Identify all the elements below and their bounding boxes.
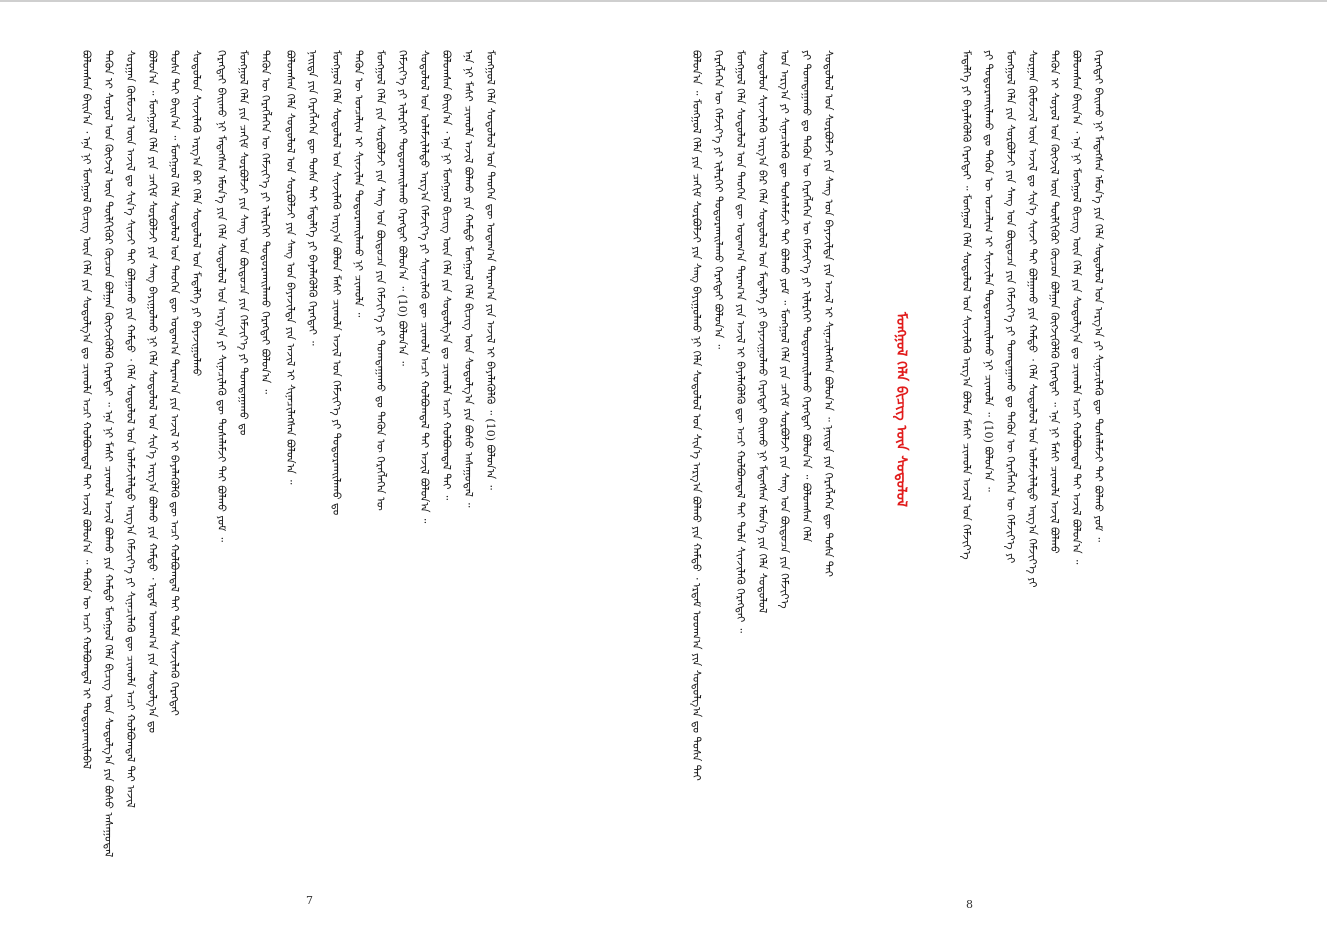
text-column: ᠡᠨᠡ ᠨᠢ ᠮᠠᠰᠢ ᠴᠢᠬᠤᠯᠠ ᠠᠵᠢᠯ ᠪᠣᠯᠬᠤ ᠶᠢᠨ ᠬᠠᠮᠲᠤ ᠮᠣᠩᠭᠣᠯ ᠬᠡᠯᠡ ᠪᠢᠴᠢᠭ ᠦᠨ ᠰᠤᠳᠤᠯᠭ᠎ᠠ ᠶᠢᠨ ᠪᠤᠰᠤ ᠠᠰᠠᠭᠤᠳᠠᠯ ᠃	[462, 50, 475, 508]
text-column: ᠲᠤᠰᠠ ᠲᠠᠢ ᠪᠠᠢᠨ᠎ᠠ ᠃ ᠮᠣᠩᠭᠣᠯ ᠬᠡᠯᠡ ᠰᠤᠳᠤᠯᠤᠯ ᠤᠨ ᠲᠡᠦᠬᠡᠨ ᠳᠦ ᠤᠳᠠᠭ᠎ᠠ ᠳᠠᠷᠠᠭ᠎ᠠ ᠶᠢᠨ ᠠᠵᠢᠯ ᠢ ᠪᠡᠶᠡᠯᠡᠭᠦᠯᠬᠦ ᠳᠦ ᠠᠴᠢ ᠬᠣᠯᠪᠣᠭᠳᠠᠯ ᠲᠠᠢ ᠲᠤᠯᠠ ᠰᠢᠨᠵᠢᠯᠡᠬᠦ ᠬᠡᠷᠡᠭᠲᠡᠢ	[168, 50, 181, 716]
text-column: ᠲᠡᠭᠦᠨ ᠢ ᠰᠣᠶᠣᠯ ᠤᠨ ᠬᠥᠭᠵᠢᠯ ᠦᠨ ᠲᠦᠯᠬᠢᠭᠦᠷ ᠬᠦᠴᠦᠨ ᠪᠣᠯᠭᠠᠨ ᠬᠥᠭᠵᠢᠭᠦᠯᠬᠦ ᠬᠡᠷᠡᠭᠲᠡᠢ ᠃ ᠡᠨᠡ ᠨᠢ ᠮᠠᠰᠢ ᠴᠢᠬᠤᠯᠠ ᠠᠵᠢᠯ ᠪᠣᠯᠬᠤ ᠶᠢᠨ ᠬᠠᠮᠲᠤ ᠮᠣᠩᠭᠣᠯ ᠬᠡᠯᠡ ᠪᠢᠴᠢᠭ ᠦᠨ ᠰᠤᠳᠤᠯᠭ᠎ᠠ ᠶᠢᠨ ᠪᠤᠰᠤ ᠠᠰᠠᠭᠤᠳᠠᠯ	[102, 50, 115, 858]
text-column: ᠲᠡᠭᠦᠨ ᠦ ᠣᠨᠴᠠᠯᠢᠭ ᠢ ᠰᠢᠨᠵᠢᠯᠡᠨ ᠲᠣᠳᠣᠷᠬᠠᠢᠯᠠᠬᠤ ᠨᠢ ᠴᠢᠬᠤᠯᠠ ᠃	[352, 50, 365, 318]
text-column: ᠮᠣᠩᠭᠣᠯ ᠬᠡᠯᠡ ᠰᠤᠳᠤᠯᠤᠯ ᠤᠨ ᠲᠡᠦᠬᠡᠨ ᠳᠦ ᠤᠳᠠᠭ᠎ᠠ ᠳᠠᠷᠠᠭ᠎ᠠ ᠶᠢᠨ ᠠᠵᠢᠯ ᠢ ᠪᠡᠶᠡᠯᠡᠭᠦᠯᠬᠦ ᠳᠦ ᠠᠴᠢ ᠬᠣᠯᠪᠣᠭᠳᠠᠯ ᠲᠠᠢ ᠲᠤᠯᠠ ᠰᠢᠨᠵᠢᠯᠡᠬᠦ ᠬᠡᠷᠡᠭᠲᠡᠢ ᠃	[734, 50, 747, 633]
text-column: ᠬᠡᠷᠡᠭᠯᠡᠭᠡᠨ ᠦ ᠬᠡᠮᠵᠢᠶ᠎ᠡ ᠶᠢ ᠢᠯᠡᠷᠬᠡᠢ ᠲᠣᠳᠣᠷᠬᠠᠢᠯᠠᠬᠤ ᠬᠡᠷᠡᠭᠲᠡᠢ ᠪᠣᠯᠤᠨ᠎ᠠ ᠃	[712, 50, 725, 350]
text-column: ᠪᠣᠯᠤᠨ᠎ᠠ ᠃ ᠮᠣᠩᠭᠣᠯ ᠬᠡᠯᠡ ᠶᠢᠨ ᠴᠠᠬᠢᠮ ᠰᠤᠷᠪᠤᠯᠵᠢ ᠶᠢᠨ ᠰᠠᠩ ᠪᠠᠶᠢᠭᠤᠯᠬᠤ ᠨᠢ ᠬᠡᠯᠡ ᠰᠤᠳᠤᠯᠤᠯ ᠤᠨ ᠰᠢᠨ᠎ᠡ ᠠᠷᠭ᠎ᠠ ᠪᠣᠯᠬᠤ ᠶᠢᠨ ᠬᠠᠮᠲᠤ ᠂ ᠡᠷᠳᠡᠮ ᠤᠳᠬ᠎ᠠ ᠶᠢᠨ ᠰᠤᠳᠤᠯᠭ᠎ᠠ ᠳᠤ ᠲᠤᠰᠠ ᠲᠠᠢ	[690, 50, 703, 781]
text-column: ᠲᠡᠭᠦᠨ ᠢ ᠰᠣᠶᠣᠯ ᠤᠨ ᠬᠥᠭᠵᠢᠯ ᠦᠨ ᠲᠦᠯᠬᠢᠭᠦᠷ ᠬᠦᠴᠦᠨ ᠪᠣᠯᠭᠠᠨ ᠬᠥᠭᠵᠢᠭᠦᠯᠬᠦ ᠬᠡᠷᠡᠭᠲᠡᠢ ᠃ ᠡᠨᠡ ᠨᠢ ᠮᠠᠰᠢ ᠴᠢᠬᠤᠯᠠ ᠠᠵᠢᠯ ᠪᠣᠯᠬᠤ	[1048, 50, 1061, 554]
text-column: ᠨᠡᠢᠲᠡ ᠶᠢᠨ ᠬᠡᠷᠡᠭᠯᠡᠭᠡᠨ ᠳᠦ ᠲᠤᠰᠠ ᠲᠠᠢ ᠮᠡᠳᠡᠯᠭᠡ ᠶᠢ ᠪᠡᠶᠡᠯᠡᠭᠦᠯᠬᠦ ᠬᠡᠷᠡᠭᠲᠡᠢ ᠃	[306, 50, 319, 346]
text-column: ᠮᠡᠳᠡᠯᠭᠡ ᠶᠢ ᠪᠡᠶᠡᠯᠡᠭᠦᠯᠬᠦ ᠬᠡᠷᠡᠭᠲᠡᠢ ᠃ ᠮᠣᠩᠭᠣᠯ ᠬᠡᠯᠡ ᠰᠤᠳᠤᠯᠤᠯ ᠤᠨ ᠰᠢᠨᠵᠢᠯᠡᠬᠦ ᠠᠷᠭ᠎ᠠ ᠪᠣᠯᠤᠨ ᠮᠠᠰᠢ ᠴᠢᠬᠤᠯᠠ ᠠᠵᠢᠯ ᠤᠨ ᠬᠡᠮᠵᠢᠶ᠎ᠡ	[960, 50, 973, 560]
text-column: ᠰᠤᠷᠭᠠᠨ ᠬᠦᠮᠦᠵᠢᠯ ᠦᠨ ᠠᠵᠢᠯ ᠳᠤ ᠰᠢᠨ᠎ᠡ ᠰᠢᠨᠵᠢ ᠲᠡᠢ ᠪᠣᠯᠭᠠᠬᠤ ᠶᠢᠨ ᠬᠠᠮᠲᠤ ᠂ ᠬᠡᠯᠡ ᠰᠤᠳᠤᠯᠤᠯ ᠤᠨ ᠤᠯᠠᠮᠵᠢᠯᠠᠯᠲᠤ ᠠᠷᠭ᠎ᠠ ᠬᠡᠮᠵᠢᠶ᠎ᠡ ᠶᠢ ᠰᠢᠨᠡᠴᠢᠯᠡᠬᠦ ᠳᠦ ᠴᠢᠬᠤᠯᠠ ᠠᠴᠢ ᠬᠣᠯᠪᠤᠭᠳᠠᠯ ᠲᠠᠢ ᠠᠵᠢᠯ	[124, 50, 137, 808]
text-column: ᠪᠣᠯᠤᠨ᠎ᠠ ᠃ ᠮᠣᠩᠭᠣᠯ ᠬᠡᠯᠡ ᠶᠢᠨ ᠴᠠᠬᠢᠮ ᠰᠤᠷᠪᠤᠯᠵᠢ ᠶᠢᠨ ᠰᠠᠩ ᠪᠠᠶᠢᠭᠤᠯᠬᠤ ᠨᠢ ᠬᠡᠯᠡ ᠰᠤᠳᠤᠯᠤᠯ ᠤᠨ ᠰᠢᠨ᠎ᠡ ᠠᠷᠭ᠎ᠠ ᠪᠣᠯᠬᠤ ᠶᠢᠨ ᠬᠠᠮᠲᠤ ᠂ ᠡᠷᠳᠡᠮ ᠤᠳᠬ᠎ᠠ ᠶᠢᠨ ᠰᠤᠳᠤᠯᠭ᠎ᠠ ᠳᠤ	[146, 50, 159, 734]
text-column: ᠰᠤᠳᠤᠯᠤᠨ ᠰᠢᠨᠵᠢᠯᠡᠬᠦ ᠠᠷᠭ᠎ᠠ ᠪᠠᠷ ᠬᠡᠯᠡ ᠰᠤᠳᠤᠯᠤᠯ ᠤᠨ ᠮᠡᠳᠡᠯᠭᠡ ᠶᠢ ᠪᠠᠶᠠᠵᠢᠭᠤᠯᠬᠤ	[190, 50, 203, 377]
book-spread	[0, 2, 1327, 936]
text-column: ᠪᠣᠯᠤᠭᠰᠠᠨ ᠪᠠᠢᠨ᠎ᠠ ᠂ ᠡᠨᠡ ᠨᠢ ᠮᠣᠩᠭᠣᠯ ᠪᠢᠴᠢᠭ ᠦᠨ ᠬᠡᠯᠡ ᠶᠢᠨ ᠰᠤᠳᠤᠯᠭ᠎ᠠ ᠳᠤ ᠴᠢᠬᠤᠯᠠ ᠠᠴᠢ ᠬᠣᠯᠪᠤᠭᠳᠠᠯ ᠲᠠᠢ ᠠᠵᠢᠯ ᠪᠣᠯᠤᠨ᠎ᠠ ᠃ ᠲᠡᠭᠦᠨ ᠦ ᠠᠴᠢ ᠬᠣᠯᠪᠤᠭᠳᠠᠯ ᠢ ᠲᠣᠳᠣᠷᠬᠠᠢᠯᠠᠪᠠᠯ	[80, 50, 93, 770]
left-page	[80, 32, 665, 912]
text-column: ᠶᠢ ᠲᠣᠳᠣᠷᠬᠠᠢᠯᠠᠬᠤ ᠳᠤ ᠲᠡᠭᠦᠨ ᠦ ᠣᠨᠴᠠᠯᠢᠭ ᠢ ᠰᠢᠨᠵᠢᠯᠡᠨ ᠲᠣᠳᠣᠷᠬᠠᠢᠯᠠᠬᠤ ᠨᠢ ᠴᠢᠬᠤᠯᠠ ᠃ (10) ᠪᠣᠯᠤᠨ᠎ᠠ ᠃	[982, 50, 995, 492]
page-number: 8	[966, 898, 973, 911]
text-column: ᠮᠣᠩᠭᠣᠯ ᠬᠡᠯᠡ ᠰᠤᠳᠤᠯᠤᠯ ᠤᠨ ᠰᠢᠨᠵᠢᠯᠡᠬᠦ ᠠᠷᠭ᠎ᠠ ᠪᠣᠯᠤᠨ ᠮᠠᠰᠢ ᠴᠢᠬᠤᠯᠠ ᠠᠵᠢᠯ ᠤᠨ ᠬᠡᠮᠵᠢᠶ᠎ᠡ ᠶᠢ ᠲᠣᠳᠣᠷᠬᠠᠢᠯᠠᠬᠤ ᠳᠤ	[330, 50, 343, 516]
text-column: ᠪᠣᠯᠤᠭᠰᠠᠨ ᠪᠠᠢᠨ᠎ᠠ ᠂ ᠡᠨᠡ ᠨᠢ ᠮᠣᠩᠭᠣᠯ ᠪᠢᠴᠢᠭ ᠦᠨ ᠬᠡᠯᠡ ᠶᠢᠨ ᠰᠤᠳᠤᠯᠭ᠎ᠠ ᠳᠤ ᠴᠢᠬᠤᠯᠠ ᠠᠴᠢ ᠬᠣᠯᠪᠤᠭᠳᠠᠯ ᠲᠠᠢ ᠃	[440, 50, 453, 501]
right-page	[690, 32, 1260, 912]
text-column: ᠬᠡᠷᠡᠭᠲᠡᠢ ᠪᠠᠢᠬᠤ ᠨᠢ ᠮᠡᠳᠡᠭᠰᠡᠨ ᠡᠮᠦᠨ᠎ᠡ ᠶᠢᠨ ᠬᠡᠯᠡ ᠰᠤᠳᠤᠯᠤᠯ ᠤᠨ ᠠᠷᠭ᠎ᠠ ᠶᠢ ᠰᠢᠨᠡᠴᠢᠯᠡᠬᠦ ᠳᠦ ᠲᠤᠰᠠᠯᠠᠮᠵᠢ ᠲᠠᠢ ᠪᠣᠯᠬᠤ ᠶᠤᠮ ᠃	[215, 50, 228, 543]
text-column: ᠰᠤᠷᠭᠠᠨ ᠬᠦᠮᠦᠵᠢᠯ ᠦᠨ ᠠᠵᠢᠯ ᠳᠤ ᠰᠢᠨ᠎ᠡ ᠰᠢᠨᠵᠢ ᠲᠡᠢ ᠪᠣᠯᠭᠠᠬᠤ ᠶᠢᠨ ᠬᠠᠮᠲᠤ ᠂ ᠬᠡᠯᠡ ᠰᠤᠳᠤᠯᠤᠯ ᠤᠨ ᠤᠯᠠᠮᠵᠢᠯᠠᠯᠲᠤ ᠠᠷᠭ᠎ᠠ ᠬᠡᠮᠵᠢᠶ᠎ᠡ ᠶᠢ	[1026, 50, 1039, 588]
page-number: 7	[306, 894, 313, 907]
text-column: ᠮᠣᠩᠭᠣᠯ ᠬᠡᠯᠡ ᠶᠢᠨ ᠰᠤᠷᠪᠤᠯᠵᠢ ᠶᠢᠨ ᠰᠠᠩ ᠤᠨ ᠪᠦᠲᠦᠴᠡ ᠶᠢᠨ ᠬᠡᠮᠵᠢᠶ᠎ᠡ ᠶᠢ ᠲᠣᠭᠲᠠᠭᠠᠬᠤ ᠳᠤ ᠲᠡᠭᠦᠨ ᠦ ᠬᠡᠷᠡᠭᠯᠡᠭᠡᠨ ᠦ ᠬᠡᠮᠵᠢᠶ᠎ᠡ ᠶᠢ	[1004, 50, 1017, 564]
text-column: ᠪᠣᠯᠤᠭᠰᠠᠨ ᠬᠡᠯᠡ ᠰᠤᠳᠤᠯᠤᠯ ᠤᠨ ᠰᠤᠷᠪᠤᠯᠵᠢ ᠶᠢᠨ ᠰᠠᠩ ᠤᠨ ᠪᠠᠶᠠᠵᠢᠯᠲᠠ ᠶᠢᠨ ᠠᠵᠢᠯ ᠢ ᠰᠢᠨᠡᠴᠢᠯᠡᠭᠰᠡᠨ ᠪᠣᠯᠤᠨ᠎ᠠ ᠃	[284, 50, 297, 485]
text-column: ᠤᠨ ᠠᠷᠭ᠎ᠠ ᠶᠢ ᠰᠢᠨᠡᠴᠢᠯᠡᠬᠦ ᠳᠦ ᠲᠤᠰᠠᠯᠠᠮᠵᠢ ᠲᠠᠢ ᠪᠣᠯᠬᠤ ᠶᠤᠮ ᠃ ᠮᠣᠩᠭᠣᠯ ᠬᠡᠯᠡ ᠶᠢᠨ ᠴᠠᠬᠢᠮ ᠰᠤᠷᠪᠤᠯᠵᠢ ᠶᠢᠨ ᠰᠠᠩ ᠤᠨ ᠪᠦᠲᠦᠴᠡ ᠶᠢᠨ ᠬᠡᠮᠵᠢᠶ᠎ᠡ	[778, 50, 791, 609]
chapter-title: ᠮᠣᠩᠭᠣᠯ ᠬᠡᠯᠡ ᠪᠢᠴᠢᠭ ᠦᠨ ᠰᠤᠳᠤᠯᠤᠯ	[893, 312, 909, 507]
text-column: ᠲᠡᠭᠦᠨ ᠦ ᠬᠡᠷᠡᠭᠯᠡᠭᠡᠨ ᠦ ᠬᠡᠮᠵᠢᠶ᠎ᠡ ᠶᠢ ᠢᠯᠡᠷᠬᠡᠢ ᠲᠣᠳᠣᠷᠬᠠᠢᠯᠠᠬᠤ ᠬᠡᠷᠡᠭᠲᠡᠢ ᠪᠣᠯᠤᠨ᠎ᠠ ᠃	[259, 50, 272, 394]
text-column: ᠬᠡᠷᠡᠭᠲᠡᠢ ᠪᠠᠢᠬᠤ ᠨᠢ ᠮᠡᠳᠡᠭᠰᠡᠨ ᠡᠮᠦᠨ᠎ᠡ ᠶᠢᠨ ᠬᠡᠯᠡ ᠰᠤᠳᠤᠯᠤᠯ ᠤᠨ ᠠᠷᠭ᠎ᠠ ᠶᠢ ᠰᠢᠨᠡᠴᠢᠯᠡᠬᠦ ᠳᠦ ᠲᠤᠰᠠᠯᠠᠮᠵᠢ ᠲᠠᠢ ᠪᠣᠯᠬᠤ ᠶᠤᠮ ᠃	[1092, 50, 1105, 543]
text-column: ᠮᠣᠩᠭᠣᠯ ᠬᠡᠯᠡ ᠰᠤᠳᠤᠯᠤᠯ ᠤᠨ ᠲᠡᠦᠬᠡᠨ ᠳᠦ ᠤᠳᠠᠭ᠎ᠠ ᠳᠠᠷᠠᠭ᠎ᠠ ᠶᠢᠨ ᠠᠵᠢᠯ ᠢ ᠪᠡᠶᠡᠯᠡᠭᠦᠯᠬᠦ ᠃ (10) ᠪᠣᠯᠤᠨ᠎ᠠ ᠃	[484, 50, 497, 490]
text-column: ᠰᠤᠳᠤᠯᠤᠯ ᠤᠨ ᠰᠤᠷᠪᠤᠯᠵᠢ ᠶᠢᠨ ᠰᠠᠩ ᠤᠨ ᠪᠠᠶᠠᠵᠢᠯᠲᠠ ᠶᠢᠨ ᠠᠵᠢᠯ ᠢ ᠰᠢᠨᠡᠴᠢᠯᠡᠭᠰᠡᠨ ᠪᠣᠯᠤᠨ᠎ᠠ ᠃ ᠨᠡᠢᠲᠡ ᠶᠢᠨ ᠬᠡᠷᠡᠭᠯᠡᠭᠡᠨ ᠳᠦ ᠲᠤᠰᠠ ᠲᠠᠢ	[822, 50, 835, 577]
text-column: ᠮᠣᠩᠭᠣᠯ ᠬᠡᠯᠡ ᠶᠢᠨ ᠰᠤᠷᠪᠤᠯᠵᠢ ᠶᠢᠨ ᠰᠠᠩ ᠤᠨ ᠪᠦᠲᠦᠴᠡ ᠶᠢᠨ ᠬᠡᠮᠵᠢᠶ᠎ᠡ ᠶᠢ ᠲᠣᠭᠲᠠᠭᠠᠬᠤ ᠳᠤ ᠲᠡᠭᠦᠨ ᠦ ᠬᠡᠷᠡᠭᠯᠡᠭᠡᠨ ᠦ	[374, 50, 387, 511]
text-column: ᠬᠡᠮᠵᠢᠶ᠎ᠡ ᠶᠢ ᠢᠯᠡᠷᠬᠡᠢ ᠲᠣᠳᠣᠷᠬᠠᠢᠯᠠᠬᠤ ᠬᠡᠷᠡᠭᠲᠡᠢ ᠪᠣᠯᠤᠨ᠎ᠠ ᠃ (10) ᠪᠣᠯᠤᠨ᠎ᠠ ᠃	[396, 50, 409, 366]
text-column: ᠶᠢ ᠲᠣᠭᠲᠠᠭᠠᠬᠤ ᠳᠤ ᠲᠡᠭᠦᠨ ᠦ ᠬᠡᠷᠡᠭᠯᠡᠭᠡᠨ ᠦ ᠬᠡᠮᠵᠢᠶ᠎ᠡ ᠶᠢ ᠢᠯᠡᠷᠬᠡᠢ ᠲᠣᠳᠣᠷᠬᠠᠢᠯᠠᠬᠤ ᠬᠡᠷᠡᠭᠲᠡᠢ ᠪᠣᠯᠤᠨ᠎ᠠ ᠃ ᠪᠣᠯᠤᠭᠰᠠᠨ ᠬᠡᠯᠡ	[800, 50, 813, 543]
text-column: ᠰᠤᠳᠤᠯᠤᠨ ᠰᠢᠨᠵᠢᠯᠡᠬᠦ ᠠᠷᠭ᠎ᠠ ᠪᠠᠷ ᠬᠡᠯᠡ ᠰᠤᠳᠤᠯᠤᠯ ᠤᠨ ᠮᠡᠳᠡᠯᠭᠡ ᠶᠢ ᠪᠠᠶᠠᠵᠢᠭᠤᠯᠬᠤ ᠬᠡᠷᠡᠭᠲᠡᠢ ᠪᠠᠢᠬᠤ ᠨᠢ ᠮᠡᠳᠡᠭᠰᠡᠨ ᠡᠮᠦᠨ᠎ᠡ ᠶᠢᠨ ᠬᠡᠯᠡ ᠰᠤᠳᠤᠯᠤᠯ	[756, 50, 769, 614]
text-column: ᠮᠣᠩᠭᠣᠯ ᠬᠡᠯᠡ ᠶᠢᠨ ᠴᠠᠬᠢᠮ ᠰᠤᠷᠪᠤᠯᠵᠢ ᠶᠢᠨ ᠰᠠᠩ ᠤᠨ ᠪᠦᠲᠦᠴᠡ ᠶᠢᠨ ᠬᠡᠮᠵᠢᠶ᠎ᠡ ᠶᠢ ᠲᠣᠭᠲᠠᠭᠠᠬᠤ ᠳᠤ	[237, 50, 250, 436]
text-column: ᠰᠤᠳᠤᠯᠤᠯ ᠤᠨ ᠤᠯᠠᠮᠵᠢᠯᠠᠯᠲᠤ ᠠᠷᠭ᠎ᠠ ᠬᠡᠮᠵᠢᠶ᠎ᠡ ᠶᠢ ᠰᠢᠨᠡᠴᠢᠯᠡᠬᠦ ᠳᠦ ᠴᠢᠬᠤᠯᠠ ᠠᠴᠢ ᠬᠣᠯᠪᠤᠭᠳᠠᠯ ᠲᠠᠢ ᠠᠵᠢᠯ ᠪᠣᠯᠤᠨ᠎ᠠ ᠃	[418, 50, 431, 524]
text-column: ᠪᠣᠯᠤᠭᠰᠠᠨ ᠪᠠᠢᠨ᠎ᠠ ᠂ ᠡᠨᠡ ᠨᠢ ᠮᠣᠩᠭᠣᠯ ᠪᠢᠴᠢᠭ ᠦᠨ ᠬᠡᠯᠡ ᠶᠢᠨ ᠰᠤᠳᠤᠯᠭ᠎ᠠ ᠳᠤ ᠴᠢᠬᠤᠯᠠ ᠠᠴᠢ ᠬᠣᠯᠪᠤᠭᠳᠠᠯ ᠲᠠᠢ ᠠᠵᠢᠯ ᠪᠣᠯᠤᠨ᠎ᠠ ᠃	[1070, 50, 1083, 565]
